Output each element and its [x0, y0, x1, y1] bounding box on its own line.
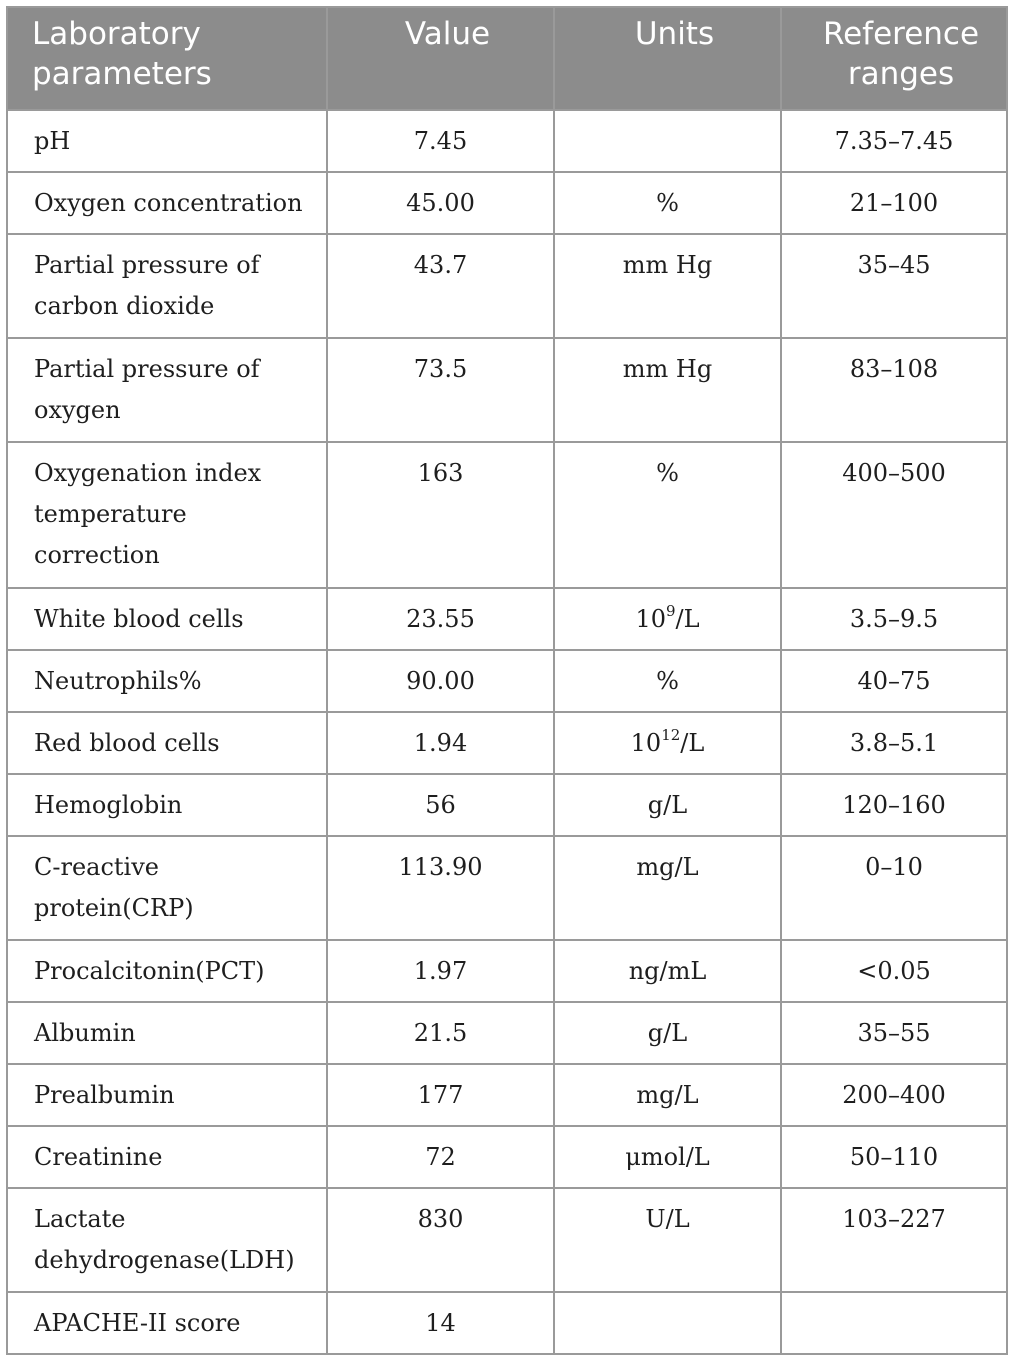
cell-reference: 40–75	[781, 650, 1007, 712]
cell-value: 72	[327, 1126, 554, 1188]
header-value: Value	[327, 7, 554, 110]
cell-parameter: Partial pressure of carbon dioxide	[7, 234, 327, 338]
cell-units: U/L	[554, 1188, 781, 1292]
cell-parameter: White blood cells	[7, 588, 327, 650]
cell-units: mg/L	[554, 836, 781, 940]
cell-value: 43.7	[327, 234, 554, 338]
header-units: Units	[554, 7, 781, 110]
cell-value: 14	[327, 1292, 554, 1354]
cell-parameter: Procalcitonin(PCT)	[7, 940, 327, 1002]
cell-parameter: Albumin	[7, 1002, 327, 1064]
cell-value: 830	[327, 1188, 554, 1292]
cell-units: mm Hg	[554, 234, 781, 338]
cell-units: mm Hg	[554, 338, 781, 442]
table-row	[7, 712, 1007, 774]
cell-reference: 83–108	[781, 338, 1007, 442]
table-row	[7, 774, 1007, 836]
cell-parameter: Creatinine	[7, 1126, 327, 1188]
cell-units: %	[554, 442, 781, 588]
cell-units	[554, 712, 781, 774]
cell-reference: 200–400	[781, 1064, 1007, 1126]
cell-units: g/L	[554, 1002, 781, 1064]
cell-value: 113.90	[327, 836, 554, 940]
table-row	[7, 940, 1007, 1002]
table-row	[7, 110, 1007, 172]
cell-parameter: pH	[7, 110, 327, 172]
cell-parameter: Oxygenation index temperature correction	[7, 442, 327, 588]
cell-value: 21.5	[327, 1002, 554, 1064]
cell-reference: 400–500	[781, 442, 1007, 588]
table-row	[7, 234, 1007, 338]
cell-units: %	[554, 172, 781, 234]
cell-value: 90.00	[327, 650, 554, 712]
table-row	[7, 1002, 1007, 1064]
cell-parameter: Lactate dehydrogenase(LDH)	[7, 1188, 327, 1292]
table-row	[7, 442, 1007, 588]
table-row	[7, 836, 1007, 940]
cell-reference: <0.05	[781, 940, 1007, 1002]
cell-value: 56	[327, 774, 554, 836]
header-parameter: Laboratory parameters	[7, 7, 327, 110]
cell-value: 177	[327, 1064, 554, 1126]
cell-parameter: Red blood cells	[7, 712, 327, 774]
cell-reference: 50–110	[781, 1126, 1007, 1188]
units-base: 10	[630, 729, 662, 757]
cell-parameter: APACHE-II score	[7, 1292, 327, 1354]
header-row	[7, 7, 1007, 110]
table-row	[7, 172, 1007, 234]
cell-units: ng/mL	[554, 940, 781, 1002]
cell-value: 163	[327, 442, 554, 588]
cell-parameter: Neutrophils%	[7, 650, 327, 712]
cell-parameter: Hemoglobin	[7, 774, 327, 836]
cell-reference: 35–55	[781, 1002, 1007, 1064]
cell-value: 23.55	[327, 588, 554, 650]
cell-value: 73.5	[327, 338, 554, 442]
cell-units: g/L	[554, 774, 781, 836]
cell-units	[554, 1292, 781, 1354]
table-row	[7, 588, 1007, 650]
cell-units: mg/L	[554, 1064, 781, 1126]
cell-units: %	[554, 650, 781, 712]
table-row	[7, 1064, 1007, 1126]
cell-value: 7.45	[327, 110, 554, 172]
cell-units	[554, 110, 781, 172]
cell-reference: 3.5–9.5	[781, 588, 1007, 650]
cell-reference: 103–227	[781, 1188, 1007, 1292]
units-suffix: /L	[680, 729, 705, 757]
cell-units: μmol/L	[554, 1126, 781, 1188]
units-exponent: 12	[661, 726, 681, 744]
cell-units	[554, 588, 781, 650]
units-exponent: 9	[665, 602, 676, 620]
table-row	[7, 338, 1007, 442]
table-row	[7, 1292, 1007, 1354]
table-row	[7, 1126, 1007, 1188]
cell-parameter: C-reactive protein(CRP)	[7, 836, 327, 940]
cell-parameter: Partial pressure of oxygen	[7, 338, 327, 442]
cell-parameter: Oxygen concentration	[7, 172, 327, 234]
lab-results-table-container	[6, 6, 1006, 1355]
cell-reference: 3.8–5.1	[781, 712, 1007, 774]
cell-reference: 35–45	[781, 234, 1007, 338]
cell-value: 45.00	[327, 172, 554, 234]
table-body	[7, 110, 1007, 1354]
header-reference: Reference ranges	[781, 7, 1007, 110]
cell-reference: 120–160	[781, 774, 1007, 836]
units-suffix: /L	[675, 605, 700, 633]
cell-reference: 0–10	[781, 836, 1007, 940]
table-row	[7, 1188, 1007, 1292]
cell-parameter: Prealbumin	[7, 1064, 327, 1126]
cell-value: 1.97	[327, 940, 554, 1002]
cell-reference: 7.35–7.45	[781, 110, 1007, 172]
cell-reference	[781, 1292, 1007, 1354]
units-base: 10	[635, 605, 666, 633]
cell-value: 1.94	[327, 712, 554, 774]
table-header	[7, 7, 1007, 110]
cell-reference: 21–100	[781, 172, 1007, 234]
table-row	[7, 650, 1007, 712]
lab-results-table	[6, 6, 1008, 1355]
